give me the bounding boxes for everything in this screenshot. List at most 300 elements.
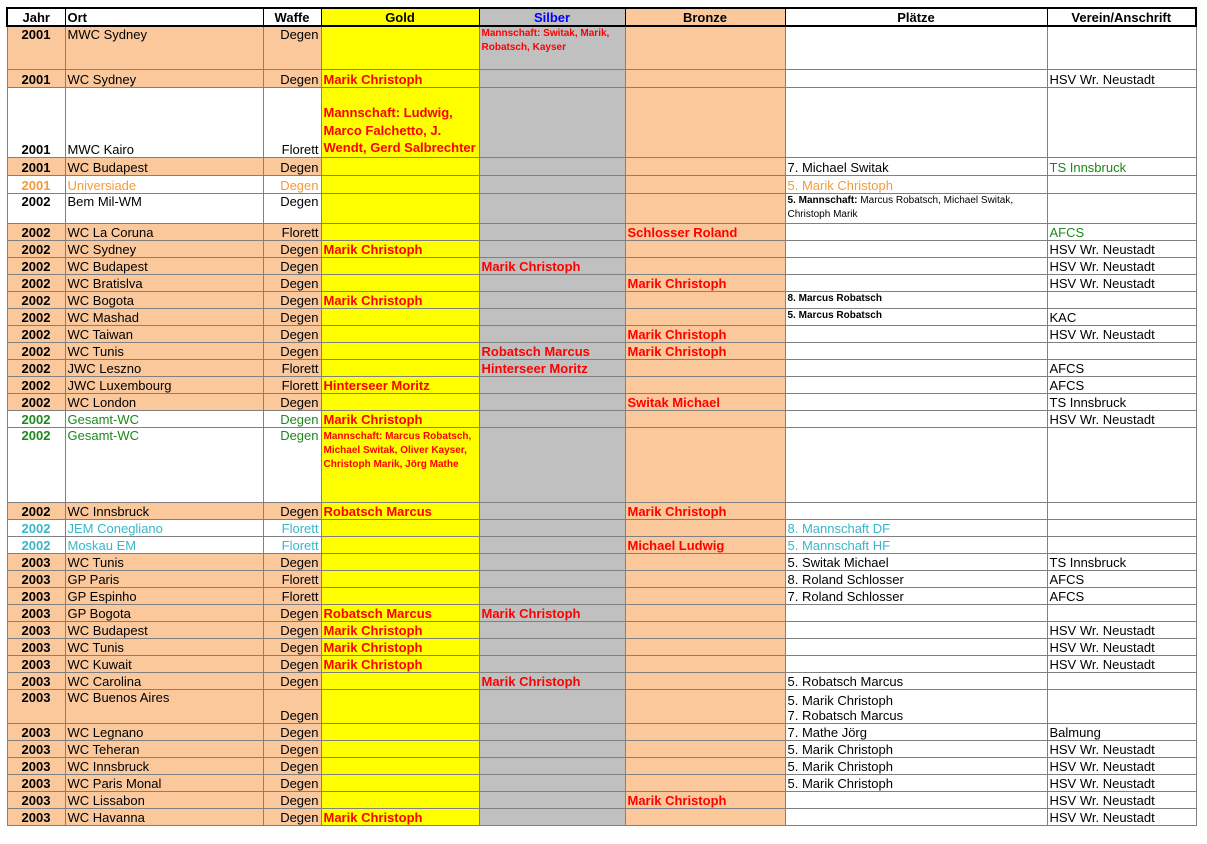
cell-jahr: 2003 bbox=[7, 587, 65, 604]
header-row bbox=[7, 8, 1196, 26]
cell-jahr: 2001 bbox=[7, 87, 65, 157]
cell-ort: WC Innsbruck bbox=[65, 502, 263, 519]
cell-verein: HSV Wr. Neustadt bbox=[1047, 808, 1196, 825]
cell-ort: WC Taiwan bbox=[65, 325, 263, 342]
cell-verein: HSV Wr. Neustadt bbox=[1047, 257, 1196, 274]
cell-waffe: Degen bbox=[263, 325, 321, 342]
cell-waffe: Florett bbox=[263, 87, 321, 157]
cell-ort: WC Budapest bbox=[65, 621, 263, 638]
cell-plaetze: 7. Michael Switak bbox=[785, 157, 1047, 175]
cell-gold bbox=[321, 774, 479, 791]
cell-verein: KAC bbox=[1047, 308, 1196, 325]
table-row bbox=[7, 410, 1196, 427]
cell-verein bbox=[1047, 87, 1196, 157]
cell-silber bbox=[479, 570, 625, 587]
cell-verein: Balmung bbox=[1047, 723, 1196, 740]
cell-waffe: Florett bbox=[263, 536, 321, 553]
cell-ort: WC London bbox=[65, 393, 263, 410]
cell-verein bbox=[1047, 26, 1196, 69]
cell-gold bbox=[321, 740, 479, 757]
cell-gold bbox=[321, 175, 479, 193]
table-row bbox=[7, 257, 1196, 274]
cell-verein: AFCS bbox=[1047, 570, 1196, 587]
cell-silber bbox=[479, 553, 625, 570]
cell-silber bbox=[479, 223, 625, 240]
plaetze-label: 5. Mannschaft: bbox=[787, 194, 858, 206]
cell-waffe: Degen bbox=[263, 157, 321, 175]
cell-gold: Marik Christoph bbox=[321, 621, 479, 638]
cell-gold: Hinterseer Moritz bbox=[321, 376, 479, 393]
cell-ort: WC Kuwait bbox=[65, 655, 263, 672]
cell-silber bbox=[479, 519, 625, 536]
cell-ort: WC Tunis bbox=[65, 342, 263, 359]
cell-silber bbox=[479, 808, 625, 825]
table-row bbox=[7, 308, 1196, 325]
cell-verein bbox=[1047, 342, 1196, 359]
table-row bbox=[7, 774, 1196, 791]
cell-plaetze bbox=[785, 26, 1047, 69]
table-row bbox=[7, 740, 1196, 757]
cell-waffe: Degen bbox=[263, 308, 321, 325]
cell-plaetze bbox=[785, 193, 1047, 223]
cell-bronze bbox=[625, 519, 785, 536]
cell-jahr: 2002 bbox=[7, 240, 65, 257]
cell-jahr: 2003 bbox=[7, 604, 65, 621]
cell-silber bbox=[479, 621, 625, 638]
cell-silber bbox=[479, 757, 625, 774]
cell-silber bbox=[479, 689, 625, 723]
cell-waffe: Degen bbox=[263, 604, 321, 621]
table-row bbox=[7, 587, 1196, 604]
cell-verein bbox=[1047, 502, 1196, 519]
cell-silber: Robatsch Marcus bbox=[479, 342, 625, 359]
cell-gold: Marik Christoph bbox=[321, 240, 479, 257]
table-row bbox=[7, 240, 1196, 257]
cell-verein: HSV Wr. Neustadt bbox=[1047, 69, 1196, 87]
cell-waffe: Degen bbox=[263, 621, 321, 638]
cell-waffe: Degen bbox=[263, 791, 321, 808]
cell-jahr: 2002 bbox=[7, 393, 65, 410]
cell-verein: HSV Wr. Neustadt bbox=[1047, 791, 1196, 808]
cell-bronze bbox=[625, 427, 785, 502]
cell-jahr: 2001 bbox=[7, 157, 65, 175]
table-row bbox=[7, 655, 1196, 672]
cell-jahr: 2002 bbox=[7, 410, 65, 427]
cell-bronze bbox=[625, 308, 785, 325]
cell-ort: WC Paris Monal bbox=[65, 774, 263, 791]
cell-jahr: 2003 bbox=[7, 621, 65, 638]
cell-waffe: Degen bbox=[263, 427, 321, 502]
cell-ort: WC Budapest bbox=[65, 157, 263, 175]
cell-waffe: Degen bbox=[263, 774, 321, 791]
cell-waffe: Degen bbox=[263, 69, 321, 87]
cell-bronze bbox=[625, 157, 785, 175]
cell-verein bbox=[1047, 519, 1196, 536]
cell-gold bbox=[321, 536, 479, 553]
cell-plaetze bbox=[785, 87, 1047, 157]
cell-silber bbox=[479, 774, 625, 791]
table-row bbox=[7, 87, 1196, 157]
cell-silber bbox=[479, 291, 625, 308]
cell-verein bbox=[1047, 604, 1196, 621]
cell-silber bbox=[479, 240, 625, 257]
cell-silber: Marik Christoph bbox=[479, 257, 625, 274]
cell-gold: Marik Christoph bbox=[321, 808, 479, 825]
cell-plaetze bbox=[785, 410, 1047, 427]
cell-bronze: Marik Christoph bbox=[625, 342, 785, 359]
table-row bbox=[7, 274, 1196, 291]
cell-jahr: 2002 bbox=[7, 308, 65, 325]
cell-plaetze bbox=[785, 604, 1047, 621]
cell-ort: GP Bogota bbox=[65, 604, 263, 621]
cell-silber: Marik Christoph bbox=[479, 604, 625, 621]
cell-jahr: 2001 bbox=[7, 69, 65, 87]
table-row bbox=[7, 157, 1196, 175]
cell-bronze: Michael Ludwig bbox=[625, 536, 785, 553]
cell-bronze: Switak Michael bbox=[625, 393, 785, 410]
cell-plaetze bbox=[785, 274, 1047, 291]
cell-plaetze: 7. Roland Schlosser bbox=[785, 587, 1047, 604]
cell-silber bbox=[479, 175, 625, 193]
cell-plaetze: 5. Marik Christoph bbox=[785, 757, 1047, 774]
cell-bronze bbox=[625, 193, 785, 223]
cell-jahr: 2002 bbox=[7, 427, 65, 502]
cell-gold: Marik Christoph bbox=[321, 638, 479, 655]
cell-waffe: Degen bbox=[263, 393, 321, 410]
cell-ort: WC Bogota bbox=[65, 291, 263, 308]
cell-verein: HSV Wr. Neustadt bbox=[1047, 621, 1196, 638]
cell-silber bbox=[479, 376, 625, 393]
cell-silber bbox=[479, 325, 625, 342]
cell-plaetze: 8. Roland Schlosser bbox=[785, 570, 1047, 587]
cell-silber: Hinterseer Moritz bbox=[479, 359, 625, 376]
cell-silber bbox=[479, 791, 625, 808]
header-gold: Gold bbox=[321, 8, 479, 26]
cell-waffe: Florett bbox=[263, 359, 321, 376]
cell-jahr: 2002 bbox=[7, 257, 65, 274]
cell-verein: HSV Wr. Neustadt bbox=[1047, 740, 1196, 757]
cell-gold: Robatsch Marcus bbox=[321, 502, 479, 519]
cell-silber bbox=[479, 308, 625, 325]
cell-jahr: 2003 bbox=[7, 774, 65, 791]
table-row bbox=[7, 175, 1196, 193]
cell-gold: Marik Christoph bbox=[321, 655, 479, 672]
cell-bronze bbox=[625, 808, 785, 825]
cell-waffe: Degen bbox=[263, 808, 321, 825]
cell-ort: WC Mashad bbox=[65, 308, 263, 325]
results-table bbox=[6, 7, 1197, 826]
cell-gold: Robatsch Marcus bbox=[321, 604, 479, 621]
cell-waffe: Florett bbox=[263, 570, 321, 587]
cell-gold bbox=[321, 325, 479, 342]
cell-jahr: 2003 bbox=[7, 740, 65, 757]
cell-silber: Marik Christoph bbox=[479, 672, 625, 689]
cell-plaetze: 8. Mannschaft DF bbox=[785, 519, 1047, 536]
cell-verein bbox=[1047, 175, 1196, 193]
cell-bronze bbox=[625, 587, 785, 604]
cell-waffe: Degen bbox=[263, 342, 321, 359]
cell-verein: TS Innsbruck bbox=[1047, 553, 1196, 570]
cell-jahr: 2003 bbox=[7, 757, 65, 774]
cell-verein: TS Innsbruck bbox=[1047, 157, 1196, 175]
cell-bronze bbox=[625, 740, 785, 757]
cell-bronze bbox=[625, 638, 785, 655]
cell-verein bbox=[1047, 427, 1196, 502]
cell-ort: WC Carolina bbox=[65, 672, 263, 689]
cell-jahr: 2002 bbox=[7, 274, 65, 291]
table-row bbox=[7, 604, 1196, 621]
header-plaetze: Plätze bbox=[785, 8, 1047, 26]
cell-gold bbox=[321, 157, 479, 175]
cell-ort: JWC Leszno bbox=[65, 359, 263, 376]
cell-plaetze bbox=[785, 393, 1047, 410]
cell-silber bbox=[479, 723, 625, 740]
cell-ort: WC Budapest bbox=[65, 257, 263, 274]
cell-verein: HSV Wr. Neustadt bbox=[1047, 274, 1196, 291]
cell-jahr: 2002 bbox=[7, 536, 65, 553]
cell-gold bbox=[321, 587, 479, 604]
cell-bronze: Marik Christoph bbox=[625, 325, 785, 342]
cell-gold bbox=[321, 791, 479, 808]
cell-jahr: 2002 bbox=[7, 502, 65, 519]
cell-jahr: 2002 bbox=[7, 223, 65, 240]
cell-waffe: Degen bbox=[263, 240, 321, 257]
table-row bbox=[7, 325, 1196, 342]
cell-waffe: Degen bbox=[263, 274, 321, 291]
cell-silber bbox=[479, 427, 625, 502]
cell-gold bbox=[321, 672, 479, 689]
plaetze-line-1: 5. Marik Christoph bbox=[787, 692, 893, 708]
cell-ort: GP Paris bbox=[65, 570, 263, 587]
table-row bbox=[7, 553, 1196, 570]
cell-ort: Moskau EM bbox=[65, 536, 263, 553]
cell-bronze: Marik Christoph bbox=[625, 502, 785, 519]
cell-ort: Bem Mil-WM bbox=[65, 193, 263, 223]
table-row bbox=[7, 393, 1196, 410]
cell-waffe: Florett bbox=[263, 587, 321, 604]
table-row bbox=[7, 342, 1196, 359]
cell-bronze bbox=[625, 655, 785, 672]
cell-ort: WC Havanna bbox=[65, 808, 263, 825]
cell-waffe: Degen bbox=[263, 672, 321, 689]
plaetze-line-2: 7. Robatsch Marcus bbox=[787, 707, 904, 723]
cell-ort: MWC Sydney bbox=[65, 26, 263, 69]
cell-silber bbox=[479, 740, 625, 757]
cell-bronze bbox=[625, 689, 785, 723]
cell-verein: HSV Wr. Neustadt bbox=[1047, 240, 1196, 257]
header-bronze: Bronze bbox=[625, 8, 785, 26]
cell-gold: Marik Christoph bbox=[321, 410, 479, 427]
cell-plaetze: 5. Marcus Robatsch bbox=[785, 308, 1047, 325]
cell-bronze bbox=[625, 672, 785, 689]
cell-jahr: 2001 bbox=[7, 175, 65, 193]
cell-gold bbox=[321, 274, 479, 291]
cell-verein: AFCS bbox=[1047, 223, 1196, 240]
table-row bbox=[7, 69, 1196, 87]
cell-plaetze: 5. Marik Christoph bbox=[785, 740, 1047, 757]
cell-bronze bbox=[625, 257, 785, 274]
cell-silber bbox=[479, 393, 625, 410]
cell-plaetze bbox=[785, 689, 1047, 723]
cell-ort: Gesamt-WC bbox=[65, 427, 263, 502]
cell-gold bbox=[321, 257, 479, 274]
table-row bbox=[7, 570, 1196, 587]
cell-plaetze bbox=[785, 257, 1047, 274]
cell-bronze bbox=[625, 359, 785, 376]
cell-plaetze bbox=[785, 240, 1047, 257]
cell-ort: Universiade bbox=[65, 175, 263, 193]
cell-gold: Mannschaft: Marcus Robatsch, Michael Switak, Oliver Kayser, Christoph Marik, Jörg Mathe bbox=[321, 427, 479, 502]
table-row bbox=[7, 808, 1196, 825]
cell-bronze bbox=[625, 553, 785, 570]
cell-verein: AFCS bbox=[1047, 376, 1196, 393]
table-row bbox=[7, 223, 1196, 240]
cell-plaetze: 5. Robatsch Marcus bbox=[785, 672, 1047, 689]
cell-gold bbox=[321, 570, 479, 587]
table-row bbox=[7, 791, 1196, 808]
cell-plaetze bbox=[785, 359, 1047, 376]
cell-bronze bbox=[625, 570, 785, 587]
cell-jahr: 2002 bbox=[7, 193, 65, 223]
table-row bbox=[7, 376, 1196, 393]
cell-silber bbox=[479, 655, 625, 672]
cell-bronze bbox=[625, 175, 785, 193]
cell-plaetze bbox=[785, 502, 1047, 519]
cell-waffe: Degen bbox=[263, 175, 321, 193]
cell-jahr: 2003 bbox=[7, 655, 65, 672]
cell-ort: WC La Coruna bbox=[65, 223, 263, 240]
cell-gold bbox=[321, 519, 479, 536]
cell-gold bbox=[321, 359, 479, 376]
header-silber: Silber bbox=[479, 8, 625, 26]
cell-plaetze bbox=[785, 69, 1047, 87]
cell-verein bbox=[1047, 193, 1196, 223]
cell-jahr: 2003 bbox=[7, 638, 65, 655]
cell-waffe: Degen bbox=[263, 740, 321, 757]
cell-jahr: 2002 bbox=[7, 376, 65, 393]
cell-gold bbox=[321, 689, 479, 723]
cell-ort: JEM Conegliano bbox=[65, 519, 263, 536]
cell-gold bbox=[321, 723, 479, 740]
cell-plaetze bbox=[785, 223, 1047, 240]
table-row bbox=[7, 689, 1196, 723]
cell-jahr: 2003 bbox=[7, 689, 65, 723]
cell-bronze bbox=[625, 774, 785, 791]
cell-silber bbox=[479, 587, 625, 604]
cell-silber bbox=[479, 536, 625, 553]
cell-waffe: Degen bbox=[263, 655, 321, 672]
cell-verein: AFCS bbox=[1047, 587, 1196, 604]
cell-ort: Gesamt-WC bbox=[65, 410, 263, 427]
cell-jahr: 2003 bbox=[7, 791, 65, 808]
cell-ort: WC Sydney bbox=[65, 240, 263, 257]
cell-jahr: 2003 bbox=[7, 672, 65, 689]
cell-silber bbox=[479, 274, 625, 291]
header-verein: Verein/Anschrift bbox=[1047, 8, 1196, 26]
cell-plaetze: 5. Marik Christoph bbox=[785, 175, 1047, 193]
cell-jahr: 2002 bbox=[7, 359, 65, 376]
cell-plaetze bbox=[785, 655, 1047, 672]
cell-waffe: Degen bbox=[263, 757, 321, 774]
cell-bronze bbox=[625, 604, 785, 621]
cell-jahr: 2003 bbox=[7, 808, 65, 825]
header-ort: Ort bbox=[65, 8, 263, 26]
cell-bronze bbox=[625, 87, 785, 157]
cell-bronze bbox=[625, 376, 785, 393]
cell-ort: WC Buenos Aires bbox=[65, 689, 263, 723]
cell-jahr: 2002 bbox=[7, 342, 65, 359]
cell-gold: Marik Christoph bbox=[321, 291, 479, 308]
cell-plaetze bbox=[785, 621, 1047, 638]
cell-gold bbox=[321, 223, 479, 240]
table-row bbox=[7, 359, 1196, 376]
cell-silber bbox=[479, 410, 625, 427]
cell-plaetze bbox=[785, 808, 1047, 825]
cell-verein: TS Innsbruck bbox=[1047, 393, 1196, 410]
cell-waffe: Degen bbox=[263, 723, 321, 740]
cell-jahr: 2001 bbox=[7, 26, 65, 69]
cell-gold bbox=[321, 393, 479, 410]
cell-waffe: Degen bbox=[263, 689, 321, 723]
cell-bronze: Marik Christoph bbox=[625, 791, 785, 808]
table-row bbox=[7, 519, 1196, 536]
cell-jahr: 2002 bbox=[7, 325, 65, 342]
cell-bronze bbox=[625, 240, 785, 257]
cell-gold: Mannschaft: Ludwig, Marco Falchetto, J. Wendt, Gerd Salbrechter bbox=[321, 87, 479, 157]
cell-waffe: Degen bbox=[263, 291, 321, 308]
cell-ort: WC Tunis bbox=[65, 638, 263, 655]
cell-silber: Mannschaft: Switak, Marik, Robatsch, Kayser bbox=[479, 26, 625, 69]
cell-ort: WC Lissabon bbox=[65, 791, 263, 808]
table-row bbox=[7, 672, 1196, 689]
cell-verein: HSV Wr. Neustadt bbox=[1047, 638, 1196, 655]
cell-silber bbox=[479, 502, 625, 519]
cell-plaetze: 8. Marcus Robatsch bbox=[785, 291, 1047, 308]
plaetze-names: Marcus Robatsch, Michael Switak, Christoph Marik bbox=[787, 194, 1014, 220]
cell-plaetze: 7. Mathe Jörg bbox=[785, 723, 1047, 740]
cell-ort: WC Tunis bbox=[65, 553, 263, 570]
cell-verein: HSV Wr. Neustadt bbox=[1047, 655, 1196, 672]
cell-verein bbox=[1047, 672, 1196, 689]
cell-waffe: Florett bbox=[263, 376, 321, 393]
cell-ort: MWC Kairo bbox=[65, 87, 263, 157]
cell-waffe: Degen bbox=[263, 553, 321, 570]
cell-plaetze: 5. Mannschaft HF bbox=[785, 536, 1047, 553]
cell-verein bbox=[1047, 689, 1196, 723]
cell-silber bbox=[479, 157, 625, 175]
cell-waffe: Degen bbox=[263, 257, 321, 274]
cell-bronze bbox=[625, 757, 785, 774]
cell-plaetze bbox=[785, 342, 1047, 359]
cell-ort: WC Legnano bbox=[65, 723, 263, 740]
cell-waffe: Degen bbox=[263, 638, 321, 655]
cell-ort: WC Innsbruck bbox=[65, 757, 263, 774]
cell-silber bbox=[479, 638, 625, 655]
table-row bbox=[7, 723, 1196, 740]
table-row bbox=[7, 638, 1196, 655]
table-row bbox=[7, 536, 1196, 553]
cell-bronze bbox=[625, 69, 785, 87]
table-row bbox=[7, 291, 1196, 308]
header-jahr: Jahr bbox=[7, 8, 65, 26]
cell-silber bbox=[479, 193, 625, 223]
cell-waffe: Degen bbox=[263, 193, 321, 223]
cell-bronze: Schlosser Roland bbox=[625, 223, 785, 240]
table-row bbox=[7, 427, 1196, 502]
cell-waffe: Degen bbox=[263, 410, 321, 427]
cell-silber bbox=[479, 69, 625, 87]
cell-jahr: 2003 bbox=[7, 570, 65, 587]
